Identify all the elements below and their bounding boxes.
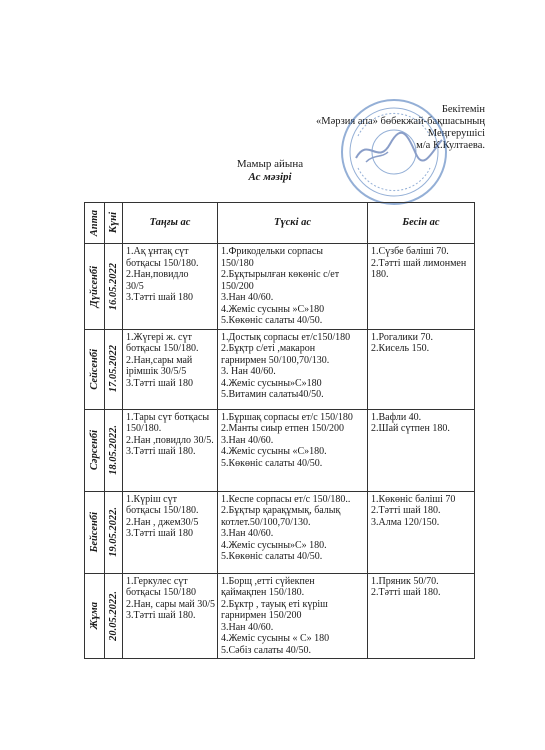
menu-line: 2.Бұқтр с/еті ,макарон xyxy=(221,343,316,354)
menu-line: 3.Нан 40/60. xyxy=(221,528,274,539)
menu-line: ботқасы 150/180. xyxy=(126,257,199,269)
menu-line: 3.Тәтті шай 180 xyxy=(126,292,194,303)
table-row xyxy=(85,409,475,491)
menu-line: 2.Нан , джем30/5 xyxy=(126,516,199,528)
weekday-cell: Жұма xyxy=(85,573,105,659)
menu-line: 3.Тәтті шай 180. xyxy=(126,446,196,457)
dinner-cell xyxy=(368,409,475,491)
date-cell: 18.05.2022. xyxy=(105,409,123,491)
menu-line: 2.Шай сүтпен 180. xyxy=(371,423,450,434)
approval-line-position: Меңгерушісі xyxy=(427,128,485,139)
menu-line: 1.Пряник 50/70. xyxy=(371,575,439,587)
menu-table xyxy=(84,202,475,659)
menu-line: ботқасы 150/180. xyxy=(126,505,199,516)
menu-line: 1.Ақ ұнтақ сүт xyxy=(126,246,189,257)
lunch-cell xyxy=(218,329,368,409)
menu-line: 3.Нан 40/60. xyxy=(221,292,274,303)
menu-line: 1.Жүгері ж. сүт xyxy=(126,331,192,343)
menu-line: 1.Көкөніс бәліші 70 xyxy=(371,493,456,505)
menu-line: 2.Тәтті шай 180. xyxy=(371,587,441,598)
table-row xyxy=(85,244,475,330)
weekday-cell: Бейсенбі xyxy=(85,491,105,573)
menu-line: 3. Нан 40/60. xyxy=(221,366,276,377)
breakfast-cell xyxy=(123,573,218,659)
header-week: Апта xyxy=(85,203,105,244)
header-day: Күні xyxy=(105,203,123,244)
menu-line: 1.Тары сүт ботқасы xyxy=(126,411,210,423)
menu-line: ірімшік 30/5/5 xyxy=(126,366,187,377)
menu-line: котлет.50/100,70/130. xyxy=(221,516,311,528)
menu-line: 150/180 xyxy=(221,257,254,269)
menu-line: ботқасы 150/180. xyxy=(126,343,199,354)
menu-line: 1.Вафли 40. xyxy=(371,411,422,423)
menu-line: 5.Көкөніс салаты 40/50. xyxy=(221,457,323,469)
menu-line: 2.Кисель 150. xyxy=(371,343,430,354)
breakfast-cell xyxy=(123,244,218,330)
menu-line: 3.Тәтті шай 180. xyxy=(126,610,196,621)
date-cell: 17.05.2022 xyxy=(105,329,123,409)
menu-line: 1.Сүзбе бәліші 70. xyxy=(371,246,449,257)
table-header-row xyxy=(85,203,475,244)
header-lunch: Түскі ас xyxy=(218,203,368,244)
menu-line: 1.Күріш сүт xyxy=(126,493,177,505)
menu-line: 150/180. xyxy=(126,423,162,434)
official-stamp-icon xyxy=(338,96,450,208)
menu-line: гарнирмен 50/100,70/130. xyxy=(221,354,330,366)
lunch-cell xyxy=(218,491,368,573)
menu-line: 5.Сәбіз салаты 40/50. xyxy=(221,644,312,656)
weekday-cell: Сейсенбі xyxy=(85,329,105,409)
menu-line: 4.Жеміс сусыны « С» 180 xyxy=(221,633,330,644)
menu-line: 1.Бұршақ сорпасы ет/с 150/180 xyxy=(221,411,353,423)
date-cell: 20.05.2022. xyxy=(105,573,123,659)
menu-line: 5.Витамин салаты40/50. xyxy=(221,389,324,400)
date-cell: 16.05.2022 xyxy=(105,244,123,330)
lunch-cell xyxy=(218,573,368,659)
approval-line-signatory: м/а К.Култаева. xyxy=(416,140,485,151)
menu-line: 3.Тәтті шай 180 xyxy=(126,528,194,539)
lunch-cell xyxy=(218,409,368,491)
dinner-cell xyxy=(368,573,475,659)
menu-line: 1.Рогалики 70. xyxy=(371,331,433,343)
menu-line: 180. xyxy=(371,269,389,280)
dinner-cell xyxy=(368,244,475,330)
breakfast-cell xyxy=(123,491,218,573)
menu-line: 2.Нан,повидло xyxy=(126,269,189,280)
table-row xyxy=(85,573,475,659)
breakfast-cell xyxy=(123,329,218,409)
menu-line: 5.Көкөніс салаты 40/50. xyxy=(221,551,323,562)
menu-line: 3.Нан 40/60. xyxy=(221,621,274,633)
menu-line: 2.Нан, сары май 30/5 xyxy=(126,598,216,610)
menu-line: ботқасы 150/180 xyxy=(126,587,197,598)
menu-line: 2.Нан,сары май xyxy=(126,354,193,366)
menu-line: қаймақпен 150/180. xyxy=(221,587,305,598)
menu-line: 150/200 xyxy=(221,280,254,292)
menu-line: 1.Кеспе сорпасы ет/с 150/180.. xyxy=(221,493,351,505)
menu-title xyxy=(190,158,350,184)
approval-line-institution: «Мәрзия апа» бөбекжай-бақшасының xyxy=(316,116,485,127)
header-dinner: Бесін ас xyxy=(368,203,475,244)
weekday-cell: Дүйсенбі xyxy=(85,244,105,330)
weekday-cell: Сәрсенбі xyxy=(85,409,105,491)
menu-line: 4.Жеміс сусыны»С» 180. xyxy=(221,539,327,551)
menu-line: 3.Алма 120/150. xyxy=(371,516,440,528)
menu-line: 1.Геркулес сүт xyxy=(126,575,188,587)
table-row xyxy=(85,491,475,573)
menu-line: 4.Жеміс сусыны «С»180. xyxy=(221,446,327,457)
menu-line: 5.Көкөніс салаты 40/50. xyxy=(221,315,323,326)
menu-line: 4.Жеміс сусыны»С»180 xyxy=(221,377,322,389)
menu-line: 2.Тәтті шай лимонмен xyxy=(371,257,467,269)
menu-line: 3.Тәтті шай 180 xyxy=(126,377,194,389)
menu-line: 1.Фрикодельки сорпасы xyxy=(221,246,323,257)
table-row xyxy=(85,329,475,409)
menu-line: гарнирмен 150/200 xyxy=(221,610,302,621)
dinner-cell xyxy=(368,491,475,573)
menu-line: 1.Борщ ,етті сүйекпен xyxy=(221,575,315,587)
menu-line: 1.Достық сорпасы ет/с150/180 xyxy=(221,331,351,343)
header-breakfast: Таңғы ас xyxy=(123,203,218,244)
breakfast-cell xyxy=(123,409,218,491)
lunch-cell xyxy=(218,244,368,330)
menu-line: 4.Жеміс сусыны »С»180 xyxy=(221,303,325,315)
menu-line: 2.Бұқтырылған көкөніс с/ет xyxy=(221,269,340,280)
menu-line: 2.Тәтті шай 180. xyxy=(371,505,441,516)
menu-line: 3.Нан 40/60. xyxy=(221,434,274,446)
menu-line: 2.Бұқтыр қарақұмық, балық xyxy=(221,505,341,516)
menu-label: Ас мәзірі xyxy=(248,171,292,183)
menu-line: 2.Бұктр , тауық еті күріш xyxy=(221,598,328,610)
approval-line-approve: Бекітемін xyxy=(441,104,485,115)
month-label: Мамыр айына xyxy=(236,158,304,170)
menu-line: 2.Манты сиыр етпен 150/200 xyxy=(221,423,345,434)
menu-line: 30/5 xyxy=(126,280,144,292)
menu-line: 2.Нан ,повидло 30/5. xyxy=(126,434,214,446)
dinner-cell xyxy=(368,329,475,409)
date-cell: 19.05.2022. xyxy=(105,491,123,573)
